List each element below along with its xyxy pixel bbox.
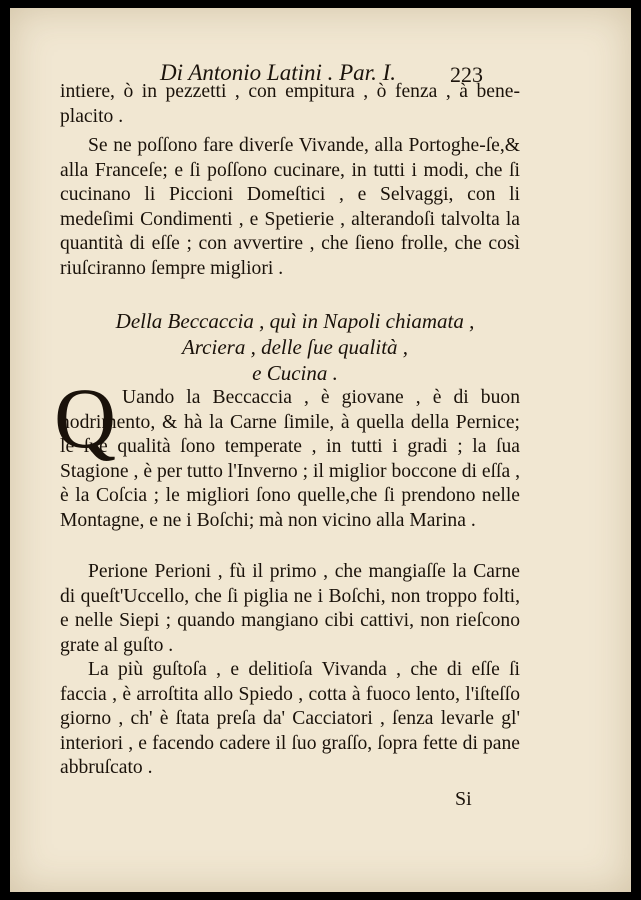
catchword: Si [455, 788, 472, 810]
paragraph-3: Uando la Beccaccia , è giovane , è di buon nodrimento, & hà la Carne ſimile, à quella della Pernice; le ſue qualità ſono temperate , in tutti i gradi ; la ſua Stagione , è per tutto l'Inverno ; il miglior boccone di eſſa , è la Coſcia ; le migliori ſono quelle,che ſi prendono nelle Montagne, e ne i Boſchi; mà non vicino alla Marina . [60, 387, 520, 531]
paragraph-2: Se ne poſſono fare diverſe Vivande, alla Portoghe-ſe,& alla Franceſe; e ſi poſſono cucinare, in tutti i modi, che ſi cucinano li Piccioni Domeſtici , e Selvaggi, con li medeſimi Condimenti , e Spetierie , alterandoſi talvolta la quantità di eſſe ; con avvertire , che ſieno frolle, che così riuſciranno ſempre migliori . [60, 135, 520, 279]
section-heading-line-1: Della Beccaccia , quì in Napoli chiamata , [115, 309, 475, 333]
section-heading-line-2: Arciera , delle ſue qualità , [181, 335, 409, 359]
paragraph-5: La più guſtoſa , e delitioſa Vivanda , che di eſſe ſi faccia , è arroſtita allo Spiedo , cotta à fuoco lento, l'iſteſſo giorno , ch' è ſtata preſa da' Cacciatori , ſenza levarle gl' interiori , e facendo cadere il ſuo graſſo, ſopra fette di pane abbruſcato . [60, 659, 520, 778]
book-page [10, 8, 631, 892]
section-heading-line-3: e Cucina . [252, 361, 338, 385]
paragraph-4: Perione Perioni , fù il primo , che mangiaſſe la Carne di queſt'Uccello, che ſi piglia ne i Boſchi, non troppo folti, e nelle Siepi ; quando mangiano cibi cattivi, non rieſcono grate al guſto . [60, 561, 520, 656]
paragraph-1: intiere, ò in pezzetti , con empitura , ò fenza , à bene-placito . [60, 81, 520, 127]
running-title: Di Antonio Latini . Par. I. [160, 60, 396, 85]
page-number: 223 [450, 62, 483, 87]
section-heading [60, 308, 530, 386]
drop-cap: Q [54, 370, 117, 466]
